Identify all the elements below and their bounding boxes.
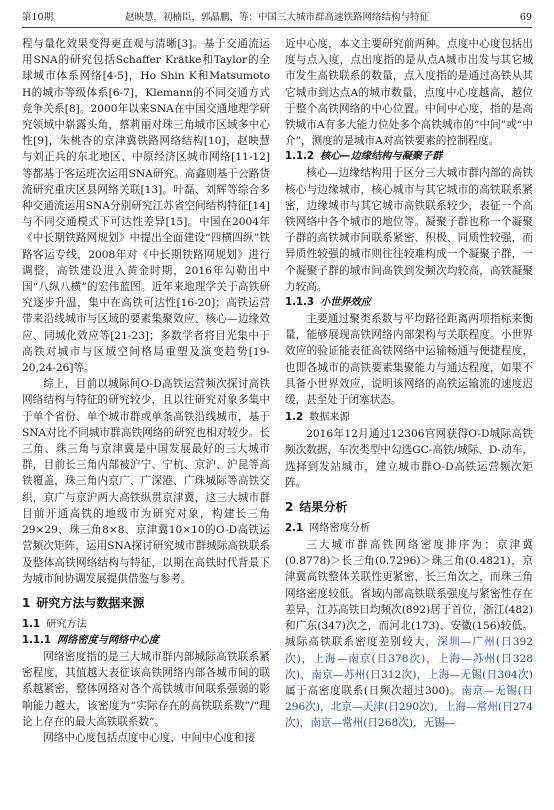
subsection-heading <box>285 410 533 426</box>
section-number: 2 <box>285 500 294 515</box>
subsection-heading <box>22 617 270 633</box>
subsubsection-heading <box>285 149 533 165</box>
body-paragraph: 主要通过聚类系数与平均路径距离两项指标来衡量，能够展现高铁网络内部架构与关联程度。小世界效应的验证能表征高铁网络中运输畅通与便捷程度，也即各城市的高铁要素集聚能力与通达程度，如果不具备小世界效应，说明该网络的高铁运输流的速度迟缓，甚至处于闭塞状态。 <box>285 313 533 407</box>
subsubsection-title: 网络密度与网络中心度 <box>57 634 159 646</box>
right-column <box>285 36 533 806</box>
section-heading <box>285 499 533 516</box>
subsubsection-number: 1.1.3 <box>285 297 315 309</box>
page-number: 69 <box>519 12 532 23</box>
body-paragraph: 综上，目前以城际间O-D高铁运营频次探讨高铁网络结构与特征的研究较少，且以往研究对象多集中于单个省份、单个城市群或单条高铁沿线城市，基于SNA对比不同城市群高铁网络的研究也相对较少。长三角、珠三角与京津冀是中国发展最好的三大城市群，目前长三角内部被沪宁、宁杭、京沪、沪昆等高铁覆盖，珠三角内京广、广深港、广珠城际等高铁交织，京广与京沪两大高铁纵贯京津冀，这三大城市群目前开通高铁的地级市为研究对象，构建长三角29×29、珠三角8×8、京津冀10×10的O-D高铁运营频次矩阵，运用SNA探讨研究城市群城际高铁联系及整体高铁网络结构与特征，以期在高铁时代背景下为城市间协调发展提供借鉴与参考。 <box>22 378 270 585</box>
body-paragraph: 核心—边缘结构用于区分三大城市群内部的高铁核心与边缘城市，核心城市与其它城市的高铁联系紧密，边缘城市与其它城市高铁联系较少，表征一个高铁网络中各个城市的地位等。凝聚子群也称一个凝聚子群的高铁城市间联系紧密、积极、同质性较强，而异质性较强的城市则往往较难构成一个凝聚子群，一个凝聚子群的城市间高铁到发频次均较高，高铁凝聚力较高。 <box>285 167 533 293</box>
body-paragraph: 2016年12月通过12306官网获得O-D城际高铁频次数据，车次类型中勾选GC-高铁/城际、D-动车，选择到发站城市，建立城市群O-D高铁运营频次矩阵。 <box>285 428 533 489</box>
subsection-number: 2.1 <box>285 523 304 535</box>
subsection-title: 网络密度分析 <box>309 523 371 535</box>
left-column <box>22 36 270 806</box>
subsection-heading <box>285 521 533 537</box>
subsubsection-heading <box>22 633 270 649</box>
highlighted-text: 深圳—广州(日392次)，上海—南京(日378次)，上海—苏州(日328次)，南京—苏州(日312次)，上海—无锡(日304次) <box>285 636 533 681</box>
subsection-title: 研究方法 <box>46 618 87 630</box>
subsection-title: 数据来源 <box>309 412 350 424</box>
subsection-number: 1.1 <box>22 618 41 630</box>
issue-number: 第10期 <box>22 12 54 23</box>
section-heading <box>22 595 270 612</box>
paragraph-text: 属于高密度联系(日频次超过300)。 <box>285 684 462 697</box>
body-paragraph: 程与量化效果变得更直观与清晰[3]。基于交通流运用SNA的研究包括Schaffer Krätke和Taylor的全球城市体系网络[4-5]，Ho Shin K和Matsumoto H的城市等级体系[6-7]，Klemann的不同交通方式竞争关系[8]。2000年以来SNA在中国交通地理学研究领域中崭露头角，蔡莉丽对珠三角城市区域多中心性[9]，朱桃杏的京津冀铁路网络结构[10]，赵映慧与刘正兵的东北地区、中原经济区城市网络[11-12]等都基于客运班次运用SNA研究。高鑫则基于公路货流研究重庆区县网络关联[13]。叶磊、刘辉等综合多种交通流运用SNA分别研究江苏省空间结构特征[14]与不同交通模式下可达性差异[15]。中国在2004年《中长期铁路网规划》中提出全面建设“四横四纵”铁路客运专线，2008年对《中长期铁路网规划》进行调整，高铁建设进入黄金时期，2016年勾勒出中国“八纵八横”的宏伟蓝图。近年来地理学关于高铁研究逐步升温，集中在高铁可达性[16-20]；高铁运营带来沿线城市与区域的要素集聚效应、核心—边缘效应、同城化效应等[21-23]；多数学者将目光集中于高铁对城市与区域空间格局重塑及演变趋势[19-20,24-26]等。 <box>22 38 270 375</box>
highlighted-text: 南京—无锡(日296次)，北京—天津(日290次)，上海—常州(日274次)，南京—常州(日268次)，无锡— <box>285 684 533 730</box>
subsubsection-title: 小世界效应 <box>320 297 371 309</box>
subsubsection-number: 1.1.2 <box>285 151 315 163</box>
section-title: 研究方法与数据来源 <box>36 595 145 610</box>
body-paragraph: 网络中心度包括点度中心度、中间中心度和接 <box>43 731 256 744</box>
subsection-number: 1.2 <box>285 412 304 424</box>
body-paragraph: 网络密度指的是三大城市群内部城际高铁联系紧密程度，其值越大表征该高铁网络内部各城市间的联系越紧密，整体网络对各个高铁城市间联系强弱的影响能力越大，该密度为“实际存在的高铁联系数”/“理论上存在的最大高铁联系数”。 <box>22 650 270 728</box>
section-title: 结果分析 <box>299 500 348 515</box>
paragraph-text: 三大城市群高铁网络密度排序为：京津冀(0.8778)＞长三角(0.7296)＞珠三角(0.4821)，京津冀高铁整体关联性更紧密，长三角次之，而珠三角网络密度较低。省域内部高铁联系强度与紧密性存在差异，江苏高铁日均频次(892)居于首位，浙江(482)和广东(347)次之，而河北(173)、安徽(156)较低。城际高铁联系密度差别较大， <box>285 539 533 649</box>
subsubsection-heading <box>285 295 533 311</box>
subsubsection-number: 1.1.1 <box>22 634 52 646</box>
section-number: 1 <box>22 595 31 610</box>
body-paragraph: 近中心度，本文主要研究前两种。点度中心度包括出度与点入度，点出度指的是从点A城市出发与其它城市发生高铁联系的数量，点入度指的是通过高铁从其它城市到达点A的城市数量，点度中心度越高，越位于整个高铁网络的中心位置。中间中心度，指的是高铁城市A有多大能力位处多个高铁城市的“中间”或“中介”，测度的是城市A对高铁要素的控制程度。 <box>285 38 533 148</box>
subsubsection-title: 核心—边缘结构与凝聚子群 <box>320 151 443 163</box>
body-paragraph <box>285 537 533 731</box>
running-header <box>22 9 532 28</box>
running-title: 赵映慧，初楠臣，郭晶鹏，等：中国三大城市群高速铁路网络结构与特征 <box>124 12 429 23</box>
